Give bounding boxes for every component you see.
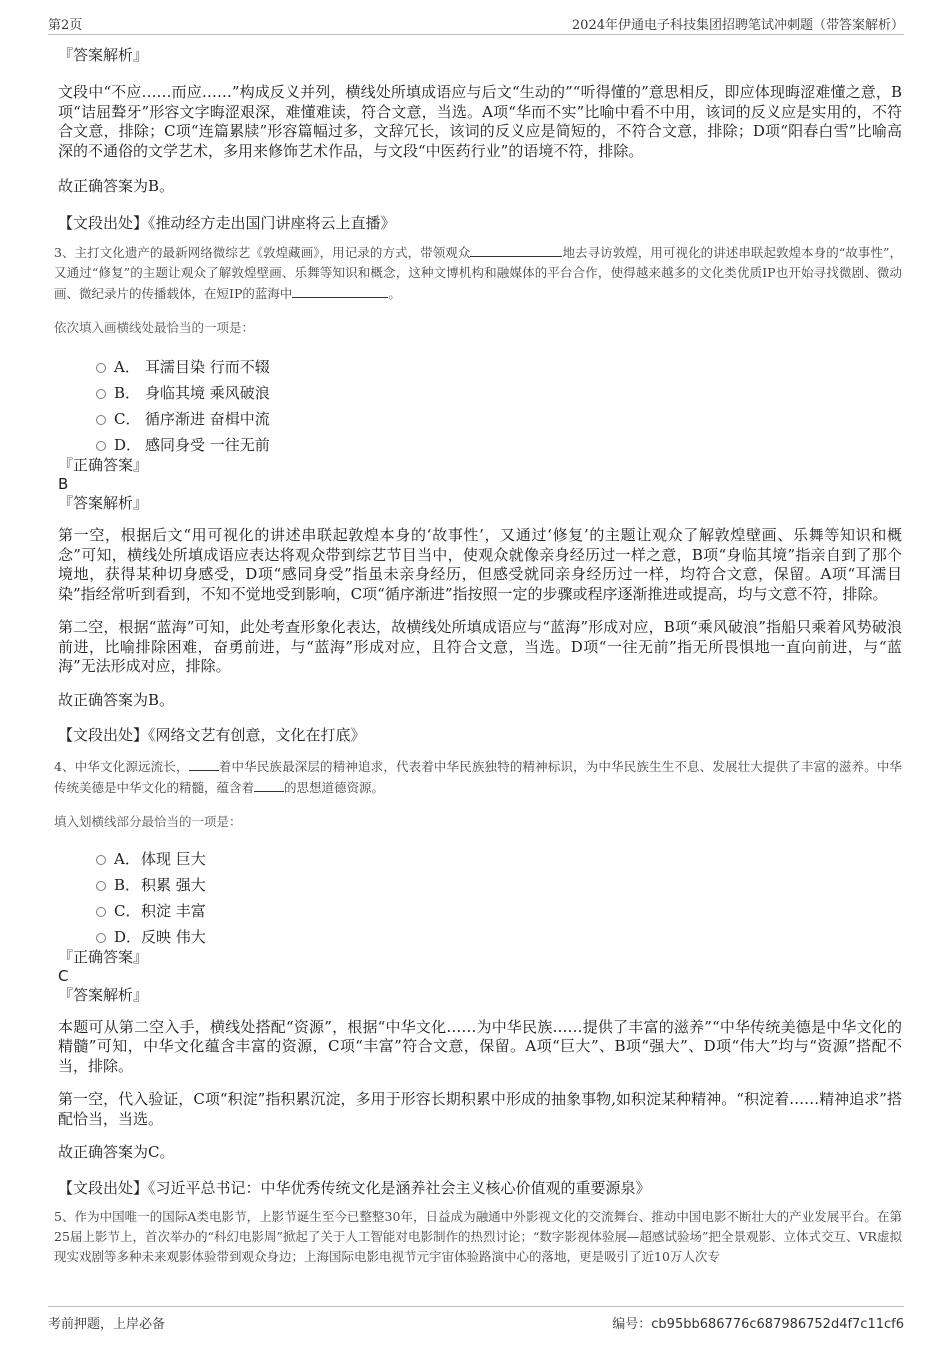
- q3-stem: [54, 242, 902, 304]
- q4-option-c[interactable]: C． 积淀 丰富: [58, 898, 902, 924]
- q3-analysis-p1: 第一空，根据后文“用可视化的讲述串联起敦煌本身的‘故事性’，又通过‘修复’的主题让观众了解敦煌壁画、乐舞等知识和概念”可知，横线处所填成语应表达将观众带到综艺节目当中，使观众就像亲身经历过一样之意，B项“身临其境”指亲自到了那个境地，获得某种切身感受，D项“感同身受”指虽未亲身经历，但感受就同亲身经历过一样，均符合文意，保留。A项“耳濡目染”指经常听到看到，不知不觉地受到影响，C项“循序渐进”指按照一定的步骤或程序逐渐推进或提高，均与文意不符，排除。: [58, 526, 902, 603]
- footer-slogan: 考前押题，上岸必备: [48, 1317, 166, 1332]
- q3-stem-part3: 。: [388, 286, 401, 301]
- page-footer: [48, 1306, 904, 1331]
- q4-conclusion: 故正确答案为C。: [58, 1143, 175, 1161]
- q3-answer: B: [58, 475, 69, 493]
- q4-analysis-label: 『答案解析』: [58, 985, 149, 1004]
- serial-label: 编号：: [612, 1317, 652, 1332]
- q3-options: [58, 354, 902, 458]
- q3-blank-2: [292, 283, 388, 298]
- q4-stem: [54, 756, 902, 798]
- radio-icon[interactable]: [96, 907, 106, 917]
- q4-prompt: 填入划横线部分最恰当的一项是：: [54, 813, 242, 829]
- q4-options: [58, 846, 902, 950]
- q4-answer: C: [58, 966, 69, 985]
- q3-prompt: 依次填入画横线处最恰当的一项是：: [54, 320, 255, 335]
- q4-blank-1: [189, 756, 219, 771]
- q3-blank-1: [470, 242, 562, 257]
- radio-icon[interactable]: [96, 881, 106, 891]
- q3-option-b[interactable]: B． 身临其境 乘风破浪: [58, 380, 902, 406]
- q4-option-d[interactable]: D． 反映 伟大: [58, 924, 902, 950]
- q3-option-d[interactable]: D． 感同身受 一往无前: [58, 432, 902, 458]
- q2-analysis-label: 『答案解析』: [58, 46, 149, 64]
- q4-blank-2: [254, 777, 284, 792]
- page-number: 第2页: [48, 18, 83, 33]
- q3-analysis-p2: 第二空，根据“蓝海”可知，此处考查形象化表达，故横线处所填成语应与“蓝海”形成对应，B项“乘风破浪”指船只乘着风势破浪前进，比喻排除困难，奋勇前进，与“蓝海”形成对应，且符合文意，当选。D项“一往无前”指无所畏惧地一直向前进，与“蓝海”无法形成对应，排除。: [58, 618, 902, 675]
- radio-icon[interactable]: [96, 415, 106, 425]
- radio-icon[interactable]: [96, 363, 106, 373]
- q2-source: 【文段出处】《推动经方走出国门讲座将云上直播》: [58, 213, 396, 232]
- q4-analysis-p2: 第一空，代入验证，C项“积淀”指积累沉淀，多用于形容长期积累中形成的抽象事物,如积淀某种精神。“积淀着……精神追求”搭配恰当，当选。: [58, 1090, 902, 1128]
- page-content: [54, 40, 902, 1267]
- radio-icon[interactable]: [96, 389, 106, 399]
- q4-stem-part1: 4、中华文化源远流长，: [54, 758, 189, 774]
- q4-option-a[interactable]: A． 体现 巨大: [58, 846, 902, 872]
- footer-serial: [612, 1313, 904, 1332]
- radio-icon[interactable]: [96, 441, 106, 451]
- q4-answer-label: 『正确答案』: [58, 947, 149, 966]
- q3-analysis-label: 『答案解析』: [58, 494, 149, 512]
- radio-icon[interactable]: [96, 855, 106, 865]
- q4-stem-part2: 着中华民族最深层的精神追求，代表着中华民族独特的精神标识，为中华民族生生不息、发展壮大提供了丰富的滋养。中华传统美德是中华文化的精髓，蕴含着: [54, 758, 902, 795]
- q5-stem: 5、作为中国唯一的国际A类电影节，上影节诞生至今已整整30年，日益成为融通中外影视文化的交流舞台、推动中国电影不断壮大的产业发展平台。在第25届上影节上，首次举办的“科幻电影周”掀起了关于人工智能对电影制作的热烈讨论；“数字影视体验展—超感试验场”把全景观影、立体式交互、VR虚拟现实戏剧等多种未来观影体验带到观众身边；上海国际电影电视节元宇宙体验路演中心的落地，更是吸引了近10万人次专: [54, 1209, 902, 1264]
- q3-conclusion: 故正确答案为B。: [58, 690, 175, 709]
- q4-source: 【文段出处】《习近平总书记：中华优秀传统文化是涵养社会主义核心价值观的重要源泉》: [58, 1178, 651, 1197]
- page-header: [48, 12, 904, 35]
- q2-conclusion: 故正确答案为B。: [58, 177, 175, 195]
- q3-option-a[interactable]: A． 耳濡目染 行而不辍: [58, 354, 902, 380]
- q3-answer-label: 『正确答案』: [58, 456, 149, 474]
- q2-analysis: 文段中“不应……而应……”构成反义并列，横线处所填成语应与后文“生动的”“听得懂的”意思相反，即应体现晦涩难懂之意，B项“诘屈聱牙”形容文字晦涩艰深，难懂难读，符合文意，当选。A项“华而不实”比喻中看不中用，该词的反义应是实用的，不符合文意，排除；C项“连篇累牍”形容篇幅过多，文辞冗长，该词的反义应是简短的，不符合文意，排除；D项“阳春白雪”比喻高深的不通俗的文学艺术，多用来修饰艺术作品，与文段“中医药行业”的语境不符，排除。: [58, 83, 902, 160]
- q3-stem-part2: 地去寻访敦煌，用可视化的讲述串联起敦煌本身的“故事性”，又通过“修复”的主题让观众了解敦煌壁画、乐舞等知识和概念，这种文博机构和融媒体的平台合作，使得越来越多的文化类优质IP也开始寻找微剧、微动画、微纪录片的传播载体，在短IP的蓝海中: [54, 245, 902, 301]
- q4-analysis-p1: 本题可从第二空入手，横线处搭配“资源”，根据“中华文化……为中华民族……提供了丰富的滋养”“中华传统美德是中华文化的精髓”可知，中华文化蕴含丰富的资源，C项“丰富”符合文意，保留。A项“巨大”、B项“强大”、D项“伟大”均与“资源”搭配不当，排除。: [58, 1017, 902, 1075]
- q4-stem-part3: 的思想道德资源。: [284, 779, 385, 795]
- serial-value: cb95bb686776c687986752d4f7c11cf6: [651, 1317, 904, 1332]
- q3-source: 【文段出处】《网络文艺有创意，文化在打底》: [58, 726, 366, 744]
- doc-title: 2024年伊通电子科技集团招聘笔试冲刺题（带答案解析）: [571, 18, 904, 33]
- radio-icon[interactable]: [96, 933, 106, 943]
- q3-option-c[interactable]: C． 循序渐进 奋楫中流: [58, 406, 902, 432]
- q4-option-b[interactable]: B． 积累 强大: [58, 872, 902, 898]
- q3-stem-part1: 3、主打文化遗产的最新网络微综艺《敦煌藏画》，用记录的方式，带领观众: [54, 245, 471, 260]
